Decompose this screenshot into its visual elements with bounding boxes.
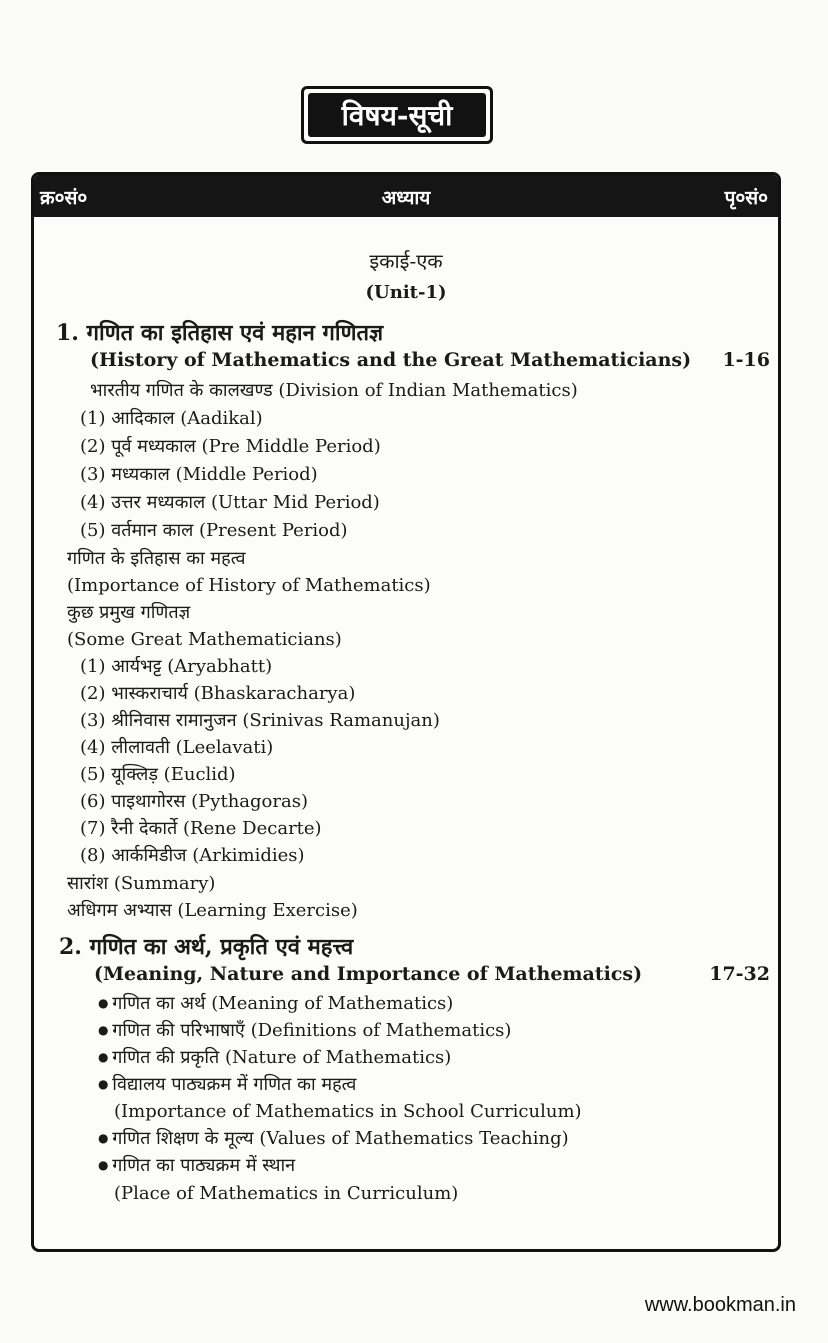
ch2-item: ● गणित का अर्थ (Meaning of Mathematics) (98, 993, 453, 1016)
ch1-item: (6) पाइथागोरस (Pythagoras) (80, 791, 308, 812)
ch1-item: गणित के इतिहास का महत्व (67, 548, 246, 569)
ch2-item: (Place of Mathematics in Curriculum) (114, 1183, 459, 1204)
ch1-item: सारांश (Summary) (67, 873, 216, 894)
header-serial: क्र०सं० (40, 187, 88, 209)
chapter1-subtitle: (History of Mathematics and the Great Mathematicians) (90, 349, 692, 371)
ch2-item: ● गणित शिक्षण के मूल्य (Values of Mathematics Teaching) (98, 1128, 569, 1151)
chapter2-subtitle: (Meaning, Nature and Importance of Mathematics) (94, 963, 643, 985)
chapter1-title: 1. गणित का इतिहास एवं महान गणितज्ञ (56, 320, 384, 346)
chapter1-pages: 1-16 (722, 349, 770, 371)
ch1-item: (Some Great Mathematicians) (67, 629, 342, 650)
ch1-item: (5) यूक्लिड़ (Euclid) (80, 764, 236, 785)
header-page: पृ०सं० (724, 187, 768, 209)
unit-title-english: (Unit-1) (365, 282, 447, 303)
unit-title-hindi: इकाई-एक (369, 249, 443, 273)
ch1-item: (1) आदिकाल (Aadikal) (80, 408, 263, 429)
page-title-box (301, 86, 493, 144)
ch2-item: ● गणित की परिभाषाएँ (Definitions of Mathematics) (98, 1020, 511, 1043)
ch2-item: (Importance of Mathematics in School Curriculum) (114, 1101, 582, 1122)
ch1-item: (7) रैनी देकार्ते (Rene Decarte) (80, 818, 322, 839)
ch1-item: कुछ प्रमुख गणितज्ञ (67, 602, 191, 623)
ch1-item: (5) वर्तमान काल (Present Period) (80, 520, 348, 541)
ch1-item: (1) आर्यभट्ट (Aryabhatt) (80, 656, 273, 677)
ch1-item: (3) श्रीनिवास रामानुजन (Srinivas Ramanujan) (80, 710, 440, 731)
ch1-item: (4) लीलावती (Leelavati) (80, 737, 274, 758)
ch1-item: (Importance of History of Mathematics) (67, 575, 431, 596)
ch1-item: (3) मध्यकाल (Middle Period) (80, 464, 318, 485)
ch1-item: भारतीय गणित के कालखण्ड (Division of Indian Mathematics) (90, 380, 578, 401)
ch1-item: (4) उत्तर मध्यकाल (Uttar Mid Period) (80, 492, 380, 513)
page-title: विषय-सूची (308, 93, 486, 137)
ch2-item: ● विद्यालय पाठ्यक्रम में गणित का महत्व (98, 1074, 356, 1097)
contents-header (34, 175, 778, 217)
ch1-item: (2) भास्कराचार्य (Bhaskaracharya) (80, 683, 356, 704)
header-chapter: अध्याय (381, 187, 431, 209)
chapter2-title: 2. गणित का अर्थ, प्रकृति एवं महत्त्व (59, 934, 354, 960)
chapter2-pages: 17-32 (709, 963, 770, 985)
website-footer: www.bookman.in (644, 1294, 796, 1316)
ch1-item: (2) पूर्व मध्यकाल (Pre Middle Period) (80, 436, 381, 457)
ch1-item: अधिगम अभ्यास (Learning Exercise) (67, 900, 358, 921)
ch2-item: ● गणित की प्रकृति (Nature of Mathematics) (98, 1047, 451, 1070)
ch2-item: ● गणित का पाठ्यक्रम में स्थान (98, 1155, 295, 1178)
ch1-item: (8) आर्कमिडीज (Arkimidies) (80, 845, 305, 866)
contents-frame (31, 172, 781, 1252)
